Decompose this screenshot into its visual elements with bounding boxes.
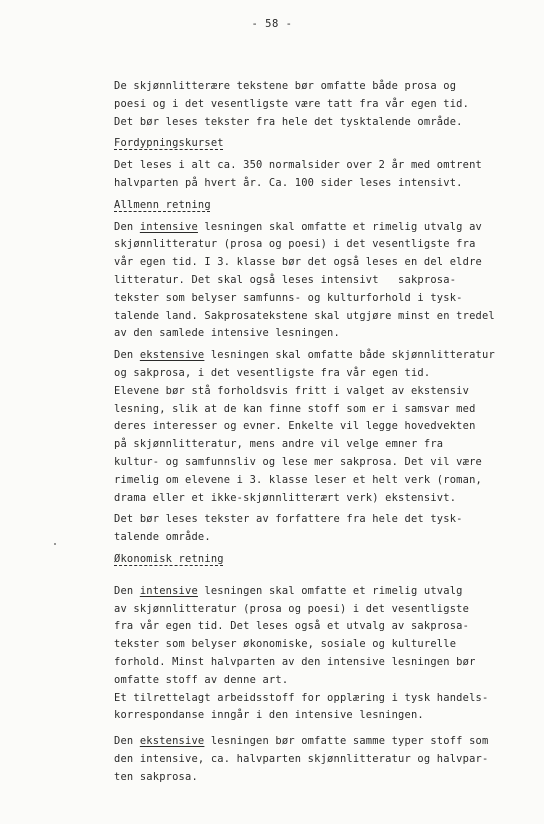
text-line: Elevene bør stå forholdsvis fritt i valget av ekstensiv: [114, 384, 470, 397]
text-line: tekster som belyser samfunns- og kulturforhold i tysk-: [114, 291, 463, 304]
text-fragment: Den: [114, 220, 140, 233]
text-line: tekster som belyser økonomiske, sosiale og kulturelle: [114, 638, 457, 651]
scan-speck: [54, 543, 56, 545]
text-line: den intensive, ca. halvparten skjønnlitteratur og halvpar-: [114, 752, 489, 765]
text-line: talende land. Sakprosatekstene skal utgjøre minst en tredel: [114, 309, 495, 322]
text-fragment: Den: [114, 349, 140, 362]
text-line: av skjønnlitteratur (prosa og poesi) i det vesentligste: [114, 602, 470, 615]
text-fragment: lesningen bør omfatte samme typer stoff som: [204, 735, 489, 748]
okonomisk-ekstensive-paragraph: [114, 733, 540, 786]
allmenn-ekstensive-paragraph: [114, 347, 540, 507]
text-line: [114, 347, 540, 365]
intro-paragraph: [114, 78, 540, 131]
keyword-ekstensive: ekstensive: [139, 735, 205, 748]
text-fragment: Den: [114, 735, 140, 748]
text-line: [114, 733, 540, 751]
document-body: [114, 78, 540, 786]
text-line: [114, 583, 540, 601]
text-fragment: lesningen skal omfatte et rimelig utvalg av: [197, 220, 482, 233]
text-line: skjønnlitteratur (prosa og poesi) i det vesentligste fra: [114, 238, 476, 251]
fordypning-paragraph: [114, 157, 540, 193]
section-heading-okonomisk: Økonomisk retning: [114, 552, 224, 565]
text-line: forhold. Minst halvparten av den intensive lesningen bør: [114, 655, 476, 668]
text-line: omfatte stoff av denne art.: [114, 673, 289, 686]
text-line: korrespondanse inngår i den intensive lesningen.: [114, 709, 424, 722]
text-line: poesi og i det vesentligste være tatt fra vår egen tid.: [114, 97, 470, 110]
text-line: litteratur. Det skal også leses intensivt sakprosa-: [114, 273, 457, 286]
text-line: [114, 219, 540, 237]
text-line: drama eller et ikke-skjønnlitterært verk) ekstensivt.: [114, 491, 457, 504]
allmenn-intensive-paragraph: [114, 219, 540, 344]
text-line: Det bør leses tekster fra hele det tysktalende område.: [114, 115, 463, 128]
text-line: Det leses i alt ca. 350 normalsider over 2 år med omtrent: [114, 159, 482, 172]
text-fragment: lesningen skal omfatte både skjønnlitteratur: [204, 349, 495, 362]
text-line: Et tilrettelagt arbeidsstoff for opplæring i tysk handels-: [114, 691, 489, 704]
text-line: fra vår egen tid. Det leses også et utvalg av sakprosa-: [114, 620, 470, 633]
text-line: kultur- og samfunnsliv og lese mer sakprosa. Det vil være: [114, 455, 482, 468]
keyword-intensive: intensive: [139, 220, 198, 233]
text-line: halvparten på hvert år. Ca. 100 sider leses intensivt.: [114, 176, 463, 189]
text-line: vår egen tid. I 3. klasse bør det også leses en del eldre: [114, 256, 482, 269]
text-line: på skjønnlitteratur, mens andre vil velge emner fra: [114, 438, 444, 451]
section-heading-fordypning: Fordypningskurset: [114, 137, 224, 150]
text-line: deres interesser og evner. Enkelte vil legge hovedvekten: [114, 420, 476, 433]
text-line: Det bør leses tekster av forfattere fra hele det tysk-: [114, 513, 463, 526]
text-line: av den samlede intensive lesningen.: [114, 327, 340, 340]
okonomisk-intensive-paragraph: [114, 583, 540, 725]
text-line: og sakprosa, i det vesentligste fra vår egen tid.: [114, 366, 431, 379]
text-line: talende område.: [114, 531, 211, 544]
allmenn-authors-paragraph: [114, 511, 540, 547]
text-fragment: Den: [114, 584, 140, 597]
text-line: lesning, slik at de kan finne stoff som er i samsvar med: [114, 402, 476, 415]
text-line: De skjønnlitterære tekstene bør omfatte både prosa og: [114, 80, 457, 92]
text-line: ten sakprosa.: [114, 770, 198, 783]
page-number: - 58 -: [251, 18, 293, 30]
keyword-ekstensive: ekstensive: [139, 349, 205, 362]
keyword-intensive: intensive: [139, 584, 198, 597]
section-heading-allmenn: Allmenn retning: [114, 198, 211, 211]
text-line: rimelig om elevene i 3. klasse leser et helt verk (roman,: [114, 473, 482, 486]
text-fragment: lesningen skal omfatte et rimelig utvalg: [197, 584, 463, 597]
